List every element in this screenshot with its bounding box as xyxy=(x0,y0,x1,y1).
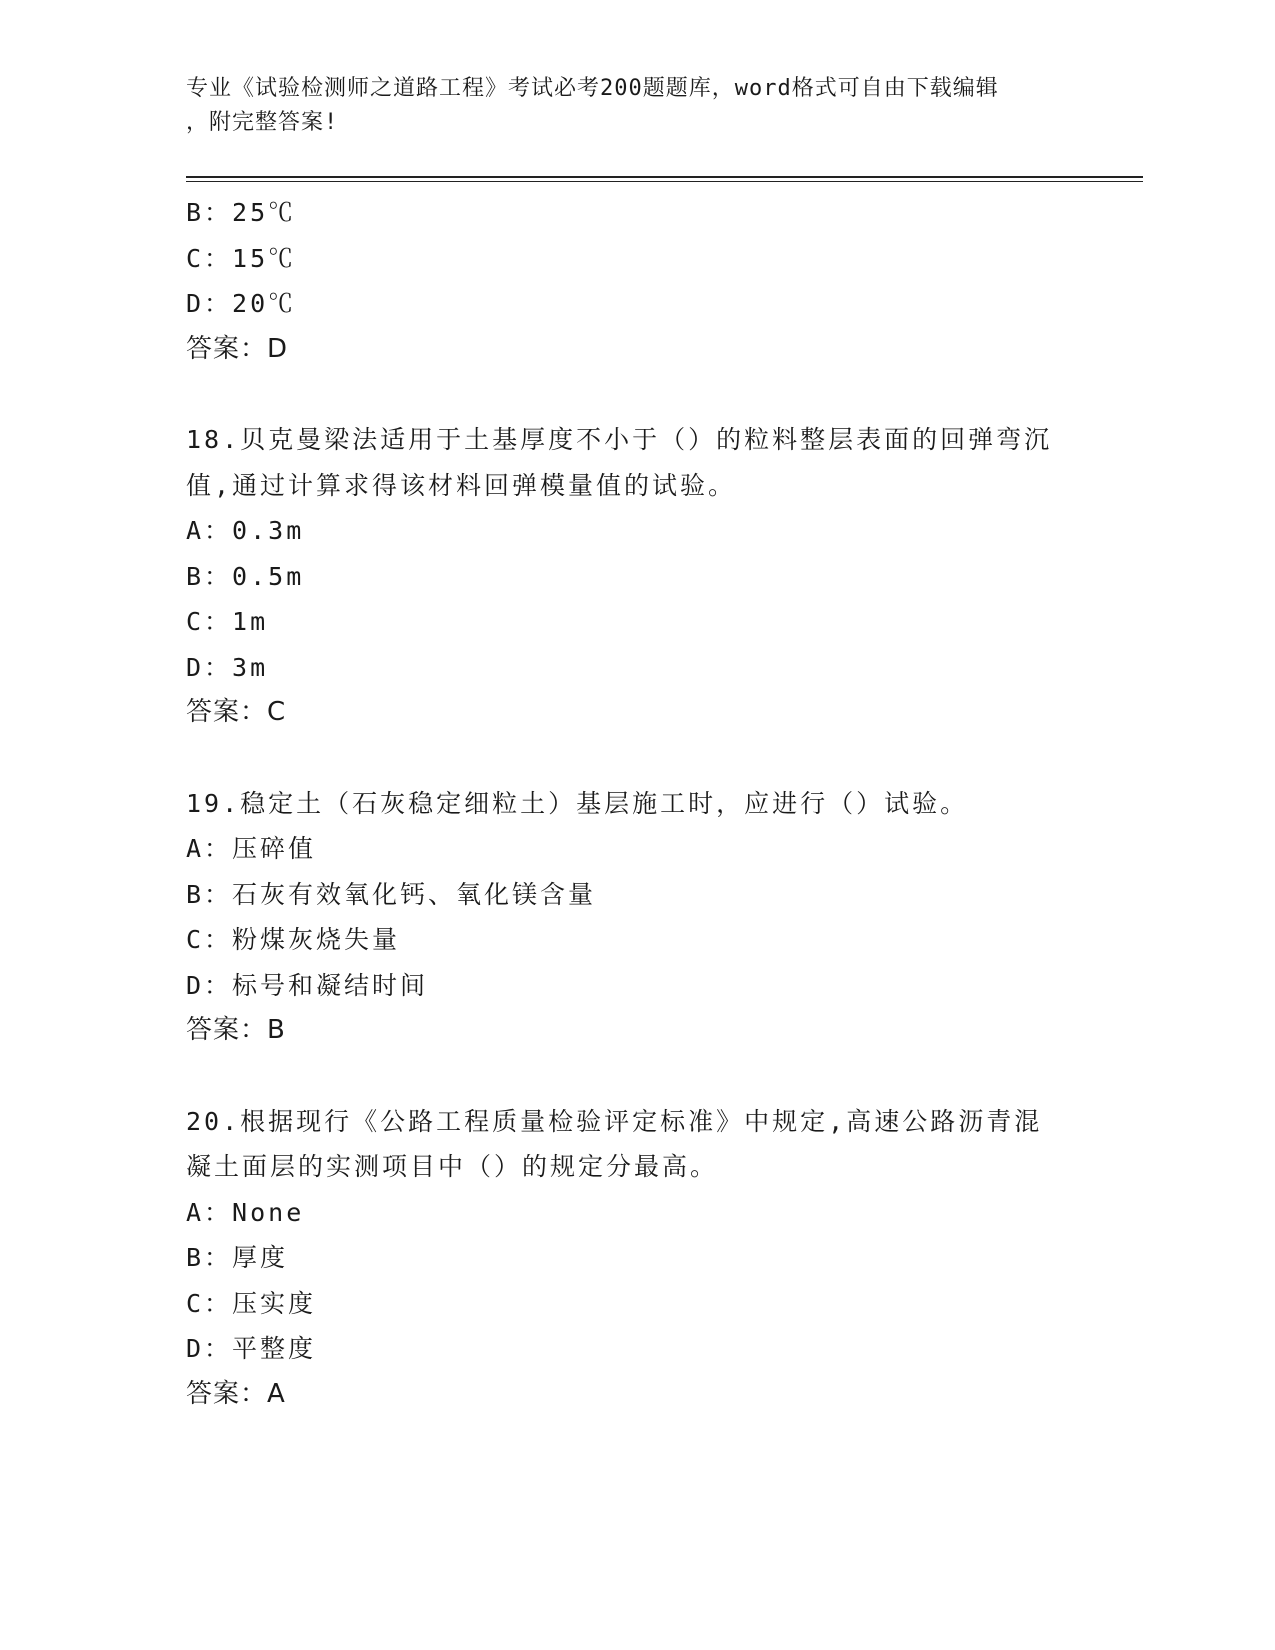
question-18 xyxy=(186,417,1086,736)
option-d: D：平整度 xyxy=(186,1334,317,1363)
header-title-line2: ，附完整答案! xyxy=(186,110,339,135)
option-d: D：标号和凝结时间 xyxy=(186,970,429,1000)
answer-label: 答案：B xyxy=(186,1015,286,1045)
question-stem-cont: 值,通过计算求得该材料回弹模量值的试验。 xyxy=(186,470,737,500)
option-c: C：粉煤灰烧失量 xyxy=(186,925,401,954)
question-17-tail xyxy=(186,190,1086,372)
question-list xyxy=(186,190,1086,1417)
option-c: C：15℃ xyxy=(186,243,297,273)
option-b: B：厚度 xyxy=(186,1243,289,1272)
option-a: A：压碎值 xyxy=(186,834,317,863)
question-19 xyxy=(186,781,1086,1054)
answer-label: 答案：C xyxy=(186,697,287,727)
question-20 xyxy=(186,1099,1086,1418)
option-d: D：20℃ xyxy=(186,289,297,318)
answer-label: 答案：D xyxy=(186,333,289,364)
option-b: B：石灰有效氧化钙、氧化镁含量 xyxy=(186,879,597,909)
answer-label: 答案：A xyxy=(186,1378,286,1409)
option-d: D：3m xyxy=(186,652,269,682)
document-header xyxy=(186,72,1066,140)
option-a: A：None xyxy=(186,1197,305,1227)
option-c: C：1m xyxy=(186,607,269,636)
header-divider-thin xyxy=(186,181,1143,182)
header-title-line1: 专业《试验检测师之道路工程》考试必考200题题库，word格式可自由下载编辑 xyxy=(186,76,999,101)
question-stem-cont: 凝土面层的实测项目中（）的规定分最高。 xyxy=(186,1152,719,1181)
question-stem: 20.根据现行《公路工程质量检验评定标准》中规定,高速公路沥青混 xyxy=(186,1106,1043,1136)
question-stem: 19.稳定土（石灰稳定细粒土）基层施工时，应进行（）试验。 xyxy=(186,788,969,818)
header-divider-thick xyxy=(186,176,1143,178)
option-c: C：压实度 xyxy=(186,1288,317,1318)
option-a: A：0.3m xyxy=(186,516,305,545)
question-stem: 18.贝克曼梁法适用于土基厚度不小于（）的粒料整层表面的回弹弯沉 xyxy=(186,425,1053,454)
option-b: B：25℃ xyxy=(186,198,297,227)
option-b: B：0.5m xyxy=(186,561,305,591)
